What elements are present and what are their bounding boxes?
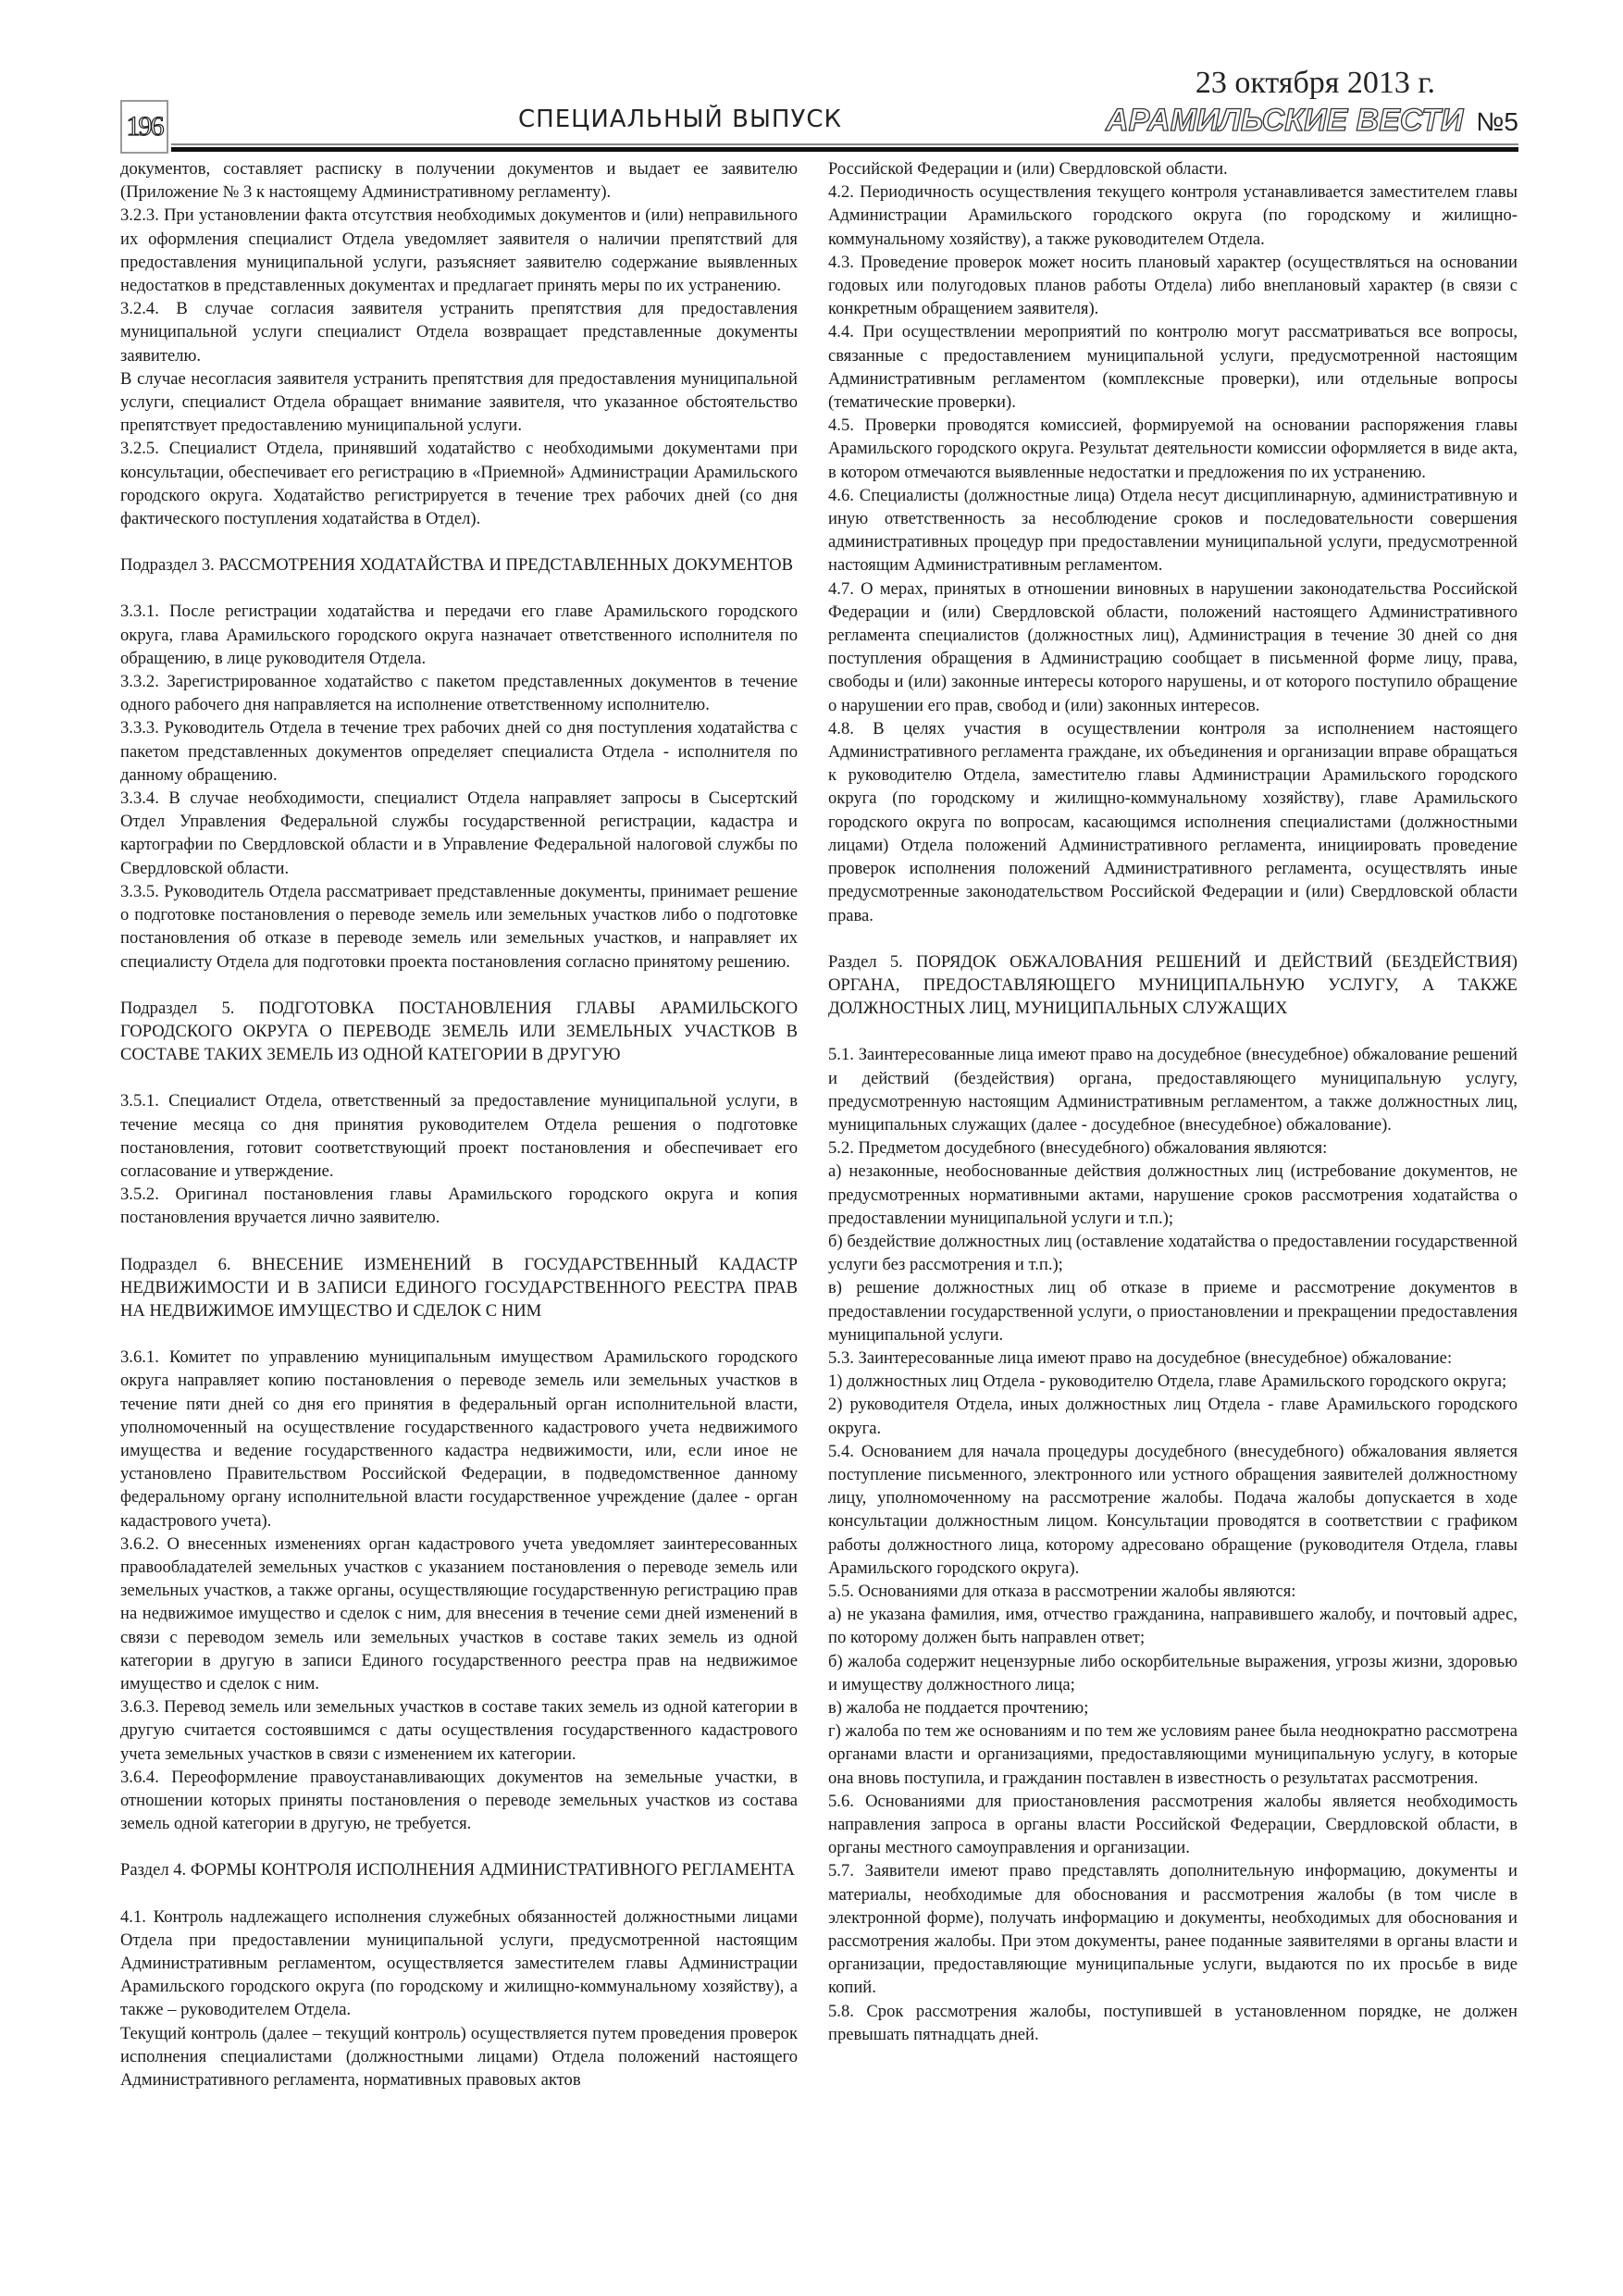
- paragraph: 5.6. Основаниями для приостановления рассмотрения жалобы является необходимость направления запроса в органы власти Российской Федерации, Свердловской области, в органы местного самоуправления и организации.: [828, 1791, 1518, 1858]
- section-heading: Раздел 5. ПОРЯДОК ОБЖАЛОВАНИЯ РЕШЕНИЙ И ДЕЙСТВИЙ (БЕЗДЕЙСТВИЯ) ОРГАНА, ПРЕДОСТАВЛЯЮЩЕГО МУНИЦИПАЛЬНУЮ УСЛУГУ, А ТАКЖЕ ДОЛЖНОСТНЫХ ЛИЦ, МУНИЦИПАЛЬНЫХ СЛУЖАЩИХ: [828, 951, 1518, 1019]
- section-heading: Раздел 4. ФОРМЫ КОНТРОЛЯ ИСПОЛНЕНИЯ АДМИНИСТРАТИВНОГО РЕГЛАМЕНТА: [120, 1860, 795, 1880]
- paragraph: в) жалоба не поддается прочтению;: [828, 1698, 1089, 1718]
- paragraph: 3.3.1. После регистрации ходатайства и передачи его главе Арамильского городского округа, глава Арамильского городского округа назначает ответственного исполнителя по обращению, в лице руководителя Отдела.: [120, 602, 798, 668]
- paragraph: 3.2.3. При установлении факта отсутствия необходимых документов и (или) неправильного их оформления специалист Отдела уведомляет заявителя о наличии препятствий для предоставления муниципальной услуги, разъясняет заявителю содержание выявленных недостатков в представленных документах и предлагает принять меры по их устранению.: [120, 205, 798, 296]
- paragraph: 4.1. Контроль надлежащего исполнения служебных обязанностей должностными лицами Отдела при предоставлении муниципальной услуги, предусмотренной настоящим Административным регламентом, осуществляется заместителем главы Администрации Арамильского городского округа (по городскому и жилищно-коммунальному хозяйству), а также – руководителем Отдела.: [120, 1906, 798, 2020]
- paragraph: г) жалоба по тем же основаниям и по тем же условиям ранее была неоднократно рассмотрена органами власти и организациями, предоставляющими муниципальную услугу, в которые она вновь поступила, и гражданин поставлен в известность о результатах рассмотрения.: [828, 1721, 1518, 1788]
- paragraph: б) жалоба содержит нецензурные либо оскорбительные выражения, угрозы жизни, здоровью и имуществу должностного лица;: [828, 1651, 1518, 1694]
- paragraph: 3.6.4. Переоформление правоустанавливающих документов на земельные участки, в отношении которых приняты постановления о переводе земельных участков из состава земель одной категории в другую, не требуется.: [120, 1767, 798, 1834]
- paragraph: 5.4. Основанием для начала процедуры досудебного (внесудебного) обжалования является поступление письменного, электронного или устного обращения заявителей должностному лицу, уполномоченному на рассмотрение жалобы. Подача жалобы допускается в ходе консультации должностным лицом. Консультации проводятся в соответствии с графиком работы должностного лица, которому адресовано обращение (руководителя Отдела, главы Арамильского городского округа).: [828, 1441, 1518, 1578]
- left-column: [120, 157, 798, 2091]
- section-heading: Подраздел 3. РАССМОТРЕНИЯ ХОДАТАЙСТВА И ПРЕДСТАВЛЕННЫХ ДОКУМЕНТОВ: [120, 555, 793, 576]
- section-title: СПЕЦИАЛЬНЫЙ ВЫПУСК: [518, 105, 842, 133]
- paragraph: 4.2. Периодичность осуществления текущего контроля устанавливается заместителем главы Администрации Арамильского городского округа (по городскому и жилищно-коммунальному хозяйству), а также руководителем Отдела.: [828, 182, 1518, 249]
- paragraph: 5.5. Основаниями для отказа в рассмотрении жалобы являются:: [828, 1581, 1296, 1601]
- paragraph: 3.3.5. Руководитель Отдела рассматривает представленные документы, принимает решение о подготовке постановления о переводе земель или земельных участков либо о подготовке постановления об отказе в переводе земель или земельных участков, и направляет их специалисту Отдела для подготовки проекта постановления согласно принятому решению.: [120, 881, 798, 972]
- paragraph: 3.6.1. Комитет по управлению муниципальным имуществом Арамильского городского округа направляет копию постановления о переводе земель или земельных участков в течение пяти дней со дня его принятия в федеральный орган исполнительной власти, уполномоченный на осуществление государственного кадастрового учета недвижимого имущества и ведение государственного кадастра недвижимости, или, если иное не установлено Правительством Российской Федерации, в подведомственное данному федеральному органу исполнительной власти государственное учреждение (далее - орган кадастрового учета).: [120, 1347, 798, 1531]
- paragraph: 3.6.3. Перевод земель или земельных участков в составе таких земель из одной категории в другую считается состоявшимся с даты осуществления государственного кадастрового учета земельных участков в связи с изменением их категории.: [120, 1697, 798, 1764]
- paragraph: 5.7. Заявители имеют право представлять дополнительную информацию, документы и материалы, необходимые для обоснования и рассмотрения жалобы (в том числе в электронной форме), получать информацию и документы, необходимых для обоснования и рассмотрения жалобы. При этом документы, ранее поданные заявителями в органы власти и организации, предоставляющие муниципальные услуги, выдаются по их просьбе в виде копий.: [828, 1861, 1518, 1998]
- paragraph: 4.4. При осуществлении мероприятий по контролю могут рассматриваться все вопросы, связанные с предоставлением муниципальной услуги, предусмотренной настоящим Административным регламентом (комплексные проверки), или отдельные вопросы (тематические проверки).: [828, 322, 1518, 413]
- paragraph: 5.3. Заинтересованные лица имеют право на досудебное (внесудебное) обжалование:: [828, 1347, 1453, 1368]
- issue-date: 23 октября 2013 г.: [1195, 66, 1435, 100]
- paragraph: 5.2. Предметом досудебного (внесудебного) обжалования являются:: [828, 1138, 1328, 1159]
- paragraph: 5.8. Срок рассмотрения жалобы, поступившей в установленном порядке, не должен превышать пятнадцать дней.: [828, 2001, 1518, 2044]
- section-heading: Подраздел 6. ВНЕСЕНИЕ ИЗМЕНЕНИЙ В ГОСУДАРСТВЕННЫЙ КАДАСТР НЕДВИЖИМОСТИ И В ЗАПИСИ ЕДИНОГО ГОСУДАРСТВЕННОГО РЕЕСТРА ПРАВ НА НЕДВИЖИМОЕ ИМУЩЕСТВО И СДЕЛОК С НИМ: [120, 1254, 798, 1321]
- paragraph: документов, составляет расписку в получении документов и выдает ее заявителю (Приложение № 3 к настоящему Административному регламенту).: [120, 159, 798, 203]
- paragraph: 3.2.4. В случае согласия заявителя устранить препятствия для предоставления муниципальной услуги специалист Отдела возвращает представленные документы заявителю.: [120, 299, 798, 366]
- paragraph: 4.6. Специалисты (должностные лица) Отдела несут дисциплинарную, административную и иную ответственность за несоблюдение сроков и последовательности совершения административных процедур при предоставлении муниципальной услуги, предусмотренной настоящим Административным регламентом.: [828, 485, 1518, 576]
- paragraph: Российской Федерации и (или) Свердловской области.: [828, 159, 1228, 179]
- paragraph: 3.5.2. Оригинал постановления главы Арамильского городского округа и копия постановления вручается лично заявителю.: [120, 1185, 798, 1228]
- right-column: [828, 157, 1518, 2046]
- paragraph: в) решение должностных лиц об отказе в приеме и рассмотрение документов в предоставлении государственной услуги, о приостановлении и прекращении предоставления муниципальной услуги.: [828, 1278, 1518, 1345]
- issue-number: №5: [1476, 107, 1518, 136]
- header-rule-thin: [171, 143, 1518, 145]
- paragraph: 3.2.5. Специалист Отдела, принявший ходатайство с необходимыми документами при консультации, обеспечивает его регистрацию в «Приемной» Администрации Арамильского городского округа. Ходатайство регистрируется в течение трех рабочих дней (со дня фактического поступления ходатайства в Отдел).: [120, 439, 798, 529]
- masthead-title-row: [1106, 102, 1518, 141]
- masthead: [1106, 65, 1518, 141]
- paragraph: 3.3.4. В случае необходимости, специалист Отдела направляет запросы в Сысертский Отдел Управления Федеральной службы государственной регистрации, кадастра и картографии по Свердловской области и в Управление Федеральной налоговой службы по Свердловской области.: [120, 788, 798, 878]
- paragraph: 2) руководителя Отдела, иных должностных лиц Отдела - главе Арамильского городского округа.: [828, 1395, 1518, 1438]
- paragraph: 3.6.2. О внесенных изменениях орган кадастрового учета уведомляет заинтересованных правообладателей земельных участков с указанием постановления о переводе земель или земельных участков, а также органы, осуществляющие государственную регистрацию прав на недвижимое имущество и сделок с ним, для внесения в течение семи дней изменений в связи с переводом земель или земельных участков в составе таких земель из одной категории в другую в записи Единого государственного реестра прав на недвижимое имущество и сделок с ним.: [120, 1533, 798, 1694]
- paragraph: а) не указана фамилия, имя, отчество гражданина, направившего жалобу, и почтовый адрес, по которому должен быть направлен ответ;: [828, 1605, 1518, 1648]
- paragraph: В случае несогласия заявителя устранить препятствия для предоставления муниципальной услуги, специалист Отдела обращает внимание заявителя, что указанное обстоятельство препятствует предоставлению муниципальной услуги.: [120, 368, 798, 436]
- paragraph: 5.1. Заинтересованные лица имеют право на досудебное (внесудебное) обжалование решений и действий (бездействия) органа, предоставляющего муниципальную услугу, предусмотренную настоящим Административным регламентом, а также должностных лиц, муниципальных служащих (далее - досудебное (внесудебное) обжалование).: [828, 1045, 1518, 1135]
- paragraph: Текущий контроль (далее – текущий контроль) осуществляется путем проведения проверок исполнения специалистами (должностными лицами) Отдела положений настоящего Административного регламента, нормативных правовых актов: [120, 2023, 798, 2091]
- paragraph: 4.7. О мерах, принятых в отношении виновных в нарушении законодательства Российской Федерации и (или) Свердловской области, положений настоящего Административного регламента специалистов (должностных лиц), Администрация в течение 30 дней со дня поступления обращения в Администрацию сообщает в письменной форме лицу, права, свободы и (или) законные интересы которого нарушены, и от которого поступило обращение о нарушении его прав, свобод и (или) законных интересов.: [828, 578, 1518, 715]
- paragraph: 3.5.1. Специалист Отдела, ответственный за предоставление муниципальной услуги, в течение месяца со дня принятия руководителем Отдела решения о подготовке постановления, готовит соответствующий проект постановления и обеспечивает его согласование и утверждение.: [120, 1091, 798, 1181]
- paragraph: 3.3.3. Руководитель Отдела в течение трех рабочих дней со дня поступления ходатайства с пакетом представленных документов определяет специалиста Отдела - исполнителя по данному обращению.: [120, 718, 798, 785]
- paragraph: 4.3. Проведение проверок может носить плановый характер (осуществляться на основании годовых или полугодовых планов работы Отдела) либо внеплановый характер (в связи с конкретным обращением заявителя).: [828, 252, 1518, 319]
- section-heading: Подраздел 5. ПОДГОТОВКА ПОСТАНОВЛЕНИЯ ГЛАВЫ АРАМИЛЬСКОГО ГОРОДСКОГО ОКРУГА О ПЕРЕВОДЕ ЗЕМЕЛЬ ИЛИ ЗЕМЕЛЬНЫХ УЧАСТКОВ В СОСТАВЕ ТАКИХ ЗЕМЕЛЬ ИЗ ОДНОЙ КАТЕГОРИИ В ДРУГУЮ: [120, 998, 798, 1065]
- paragraph: 4.5. Проверки проводятся комиссией, формируемой на основании распоряжения главы Арамильского городского округа. Результат деятельности комиссии оформляется в виде акта, в котором отмечаются выявленные недостатки и предложения по их устранению.: [828, 416, 1518, 482]
- page-number: 196: [120, 100, 168, 154]
- paragraph: б) бездействие должностных лиц (оставление ходатайства о предоставлении государственной услуги без рассмотрения и т.п.);: [828, 1231, 1518, 1275]
- paragraph: 4.8. В целях участия в осуществлении контроля за исполнением настоящего Административного регламента граждане, их объединения и организации вправе обращаться к руководителю Отдела, заместителю главы Администрации Арамильского городского округа (по городскому и жилищно-коммунальному хозяйству), главе Арамильского городского округа по вопросам, касающимся исполнения специалистами (должностными лицами) Отдела положений Административного регламента, инициировать проведение проверок исполнения положений Административного регламента, осуществлять иные предусмотренные законодательством Российской Федерации и (или) Свердловской области права.: [828, 718, 1518, 925]
- header-rule-thick: [171, 147, 1518, 152]
- newspaper-logo: АРАМИЛЬСКИЕ ВЕСТИ: [1106, 103, 1464, 138]
- paragraph: 1) должностных лиц Отдела - руководителю Отдела, главе Арамильского городского округа;: [828, 1371, 1507, 1392]
- paragraph: 3.3.2. Зарегистрированное ходатайство с пакетом представленных документов в течение одного рабочего дня направляется на исполнение ответственному исполнителю.: [120, 672, 798, 715]
- paragraph: а) незаконные, необоснованные действия должностных лиц (истребование документов, не предусмотренных нормативными актами, нарушение сроков рассмотрения ходатайства о предоставлении муниципальной услуги и т.п.);: [828, 1161, 1518, 1228]
